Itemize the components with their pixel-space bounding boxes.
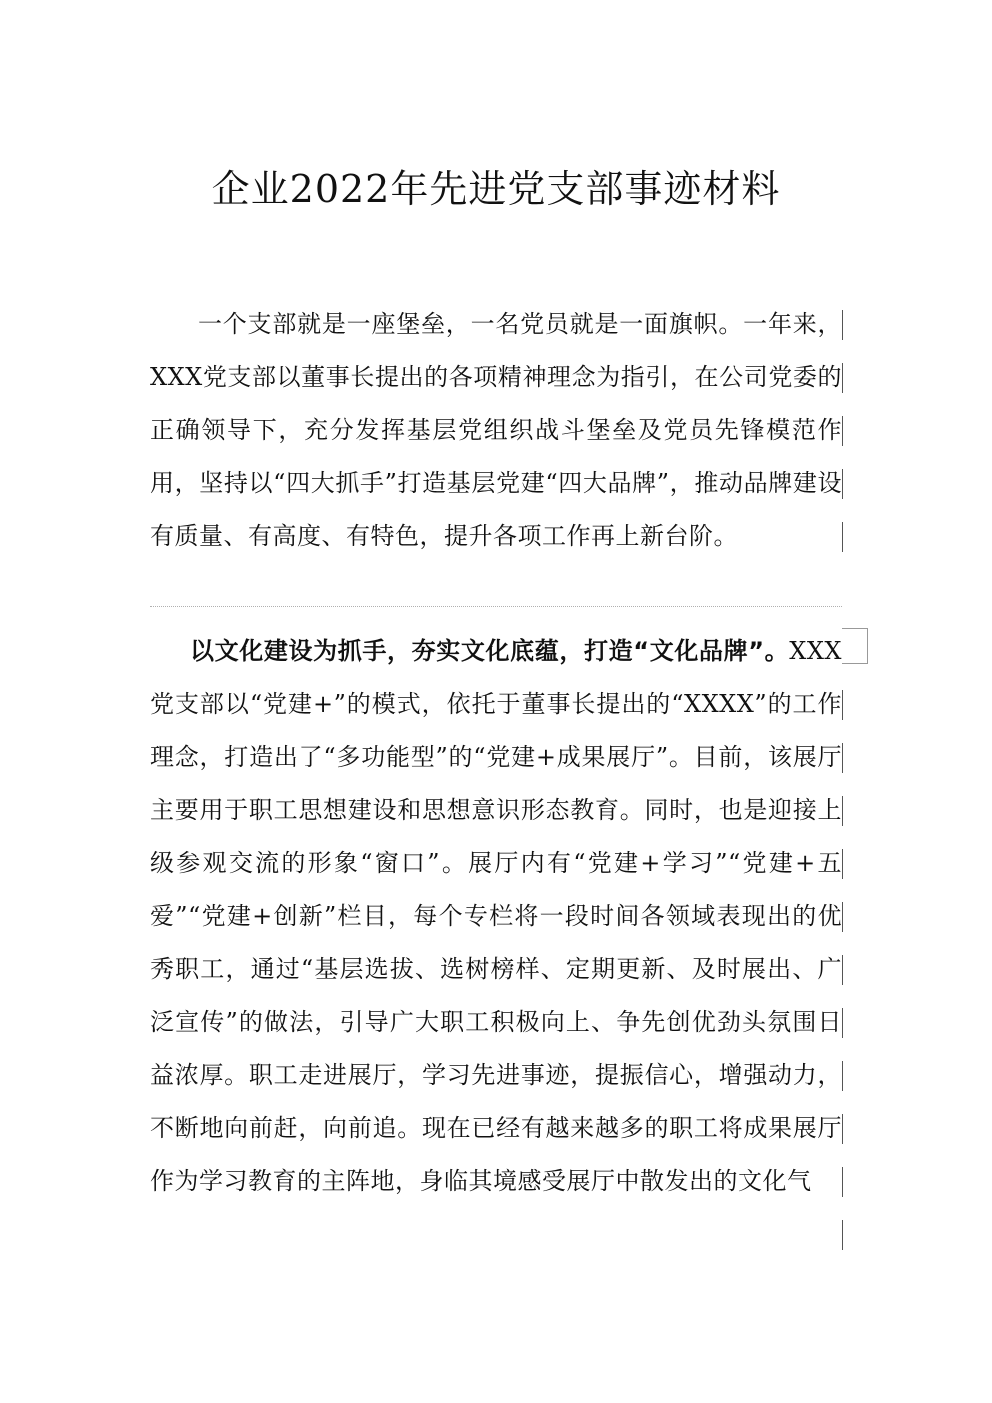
paragraph-body: XXX党支部以“党建+”的模式，依托于董事长提出的“XXXX”的工作理念，打造出了“多功能型”的“党建+成果展厅”。目前，该展厅主要用于职工思想建设和思想意识形态教育。同时，也是迎接上级参观交流的形象“窗口”。展厅内有“党建+学习”“党建+五爱”“党建+创新”栏目，每个专栏将一段时间各领域表现出的优秀职工，通过“基层选拔、选树榜样、定期更新、及时展出、广泛宣传”的做法，引导广大职工积极向上、争先创优劲头氛围日益浓厚。职工走进展厅，学习先进事迹，提振信心，增强动力，不断地向前赶，向前追。现在已经有越来越多的职工将成果展厅作为学习教育的主阵地，身临其境感受展厅中散发出的文化气 bbox=[150, 637, 842, 1195]
margin-line bbox=[842, 1008, 843, 1038]
margin-line bbox=[842, 902, 843, 932]
margin-line bbox=[842, 1167, 843, 1197]
margin-line bbox=[842, 522, 843, 552]
margin-line bbox=[842, 690, 843, 720]
margin-line bbox=[842, 1061, 843, 1091]
paragraph-end-mark bbox=[842, 628, 868, 664]
paragraph-heading: 以文化建设为抓手，夯实文化底蕴，打造“文化品牌”。 bbox=[190, 637, 790, 665]
paragraph-intro: 一个支部就是一座堡垒，一名党员就是一面旗帜。一年来，XXX党支部以董事长提出的各项精神理念为指引，在公司党委的正确领导下，充分发挥基层党组织战斗堡垒及党员先锋模范作用，坚持以“四大抓手”打造基层党建“四大品牌”，推动品牌建设有质量、有高度、有特色，提升各项工作再上新台阶。 bbox=[150, 310, 842, 550]
margin-line bbox=[842, 469, 843, 499]
document-title: 企业2022年先进党支部事迹材料 bbox=[211, 167, 781, 211]
margin-line bbox=[842, 363, 843, 393]
margin-line bbox=[842, 416, 843, 446]
margin-line bbox=[842, 1220, 843, 1250]
margin-line bbox=[842, 1114, 843, 1144]
paragraph-culture bbox=[150, 625, 842, 1208]
margin-line bbox=[842, 796, 843, 826]
margin-line bbox=[842, 955, 843, 985]
section-divider bbox=[150, 606, 842, 607]
margin-line bbox=[842, 310, 843, 340]
margin-line bbox=[842, 849, 843, 879]
margin-line bbox=[842, 743, 843, 773]
